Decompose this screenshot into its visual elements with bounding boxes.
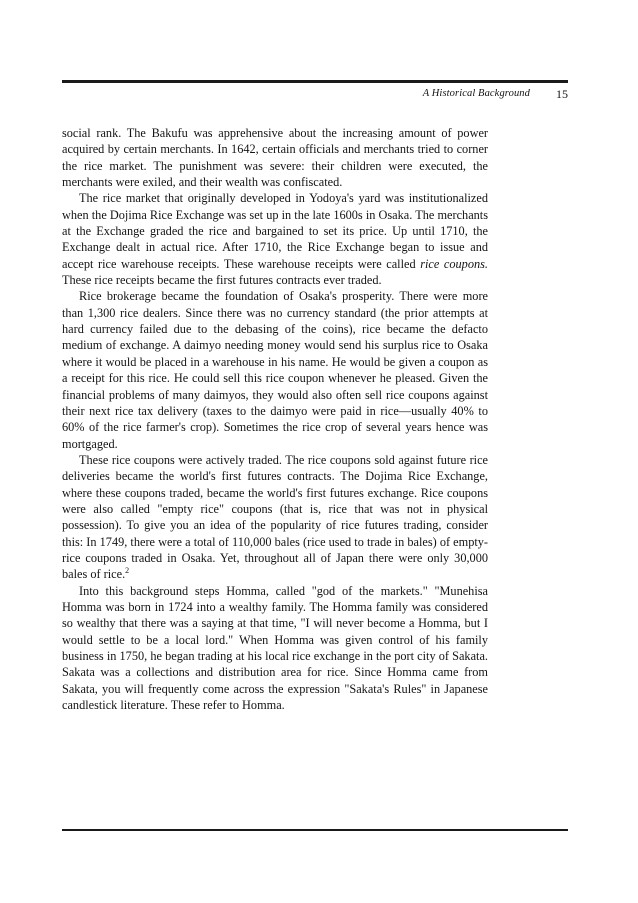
- footnote-marker[interactable]: 2: [125, 566, 130, 576]
- page-number: 15: [556, 87, 568, 101]
- header-rule: [62, 80, 568, 83]
- body-text: [62, 125, 488, 713]
- paragraph-text: These rice receipts became the first futures contracts ever traded.: [62, 273, 382, 288]
- paragraph: Into this background steps Homma, called "god of the markets." "Munehisa Homma was born in 1724 into a wealthy family. The Homma family was considered so wealthy that there was a saying at that time, "I will never become a Homma, but I would settle to be a local lord." When Homma was given control of his family business in 1750, he began trading at his local rice exchange in the port city of Sakata. Sakata was a collections and distribution area for rice. Since Homma came from Sakata, you will frequently come across the expression "Sakata's Rules" in Japanese candlestick literature. These refer to Homma.: [62, 583, 488, 713]
- paragraph: [62, 452, 488, 583]
- paragraph: Rice brokerage became the foundation of Osaka's prosperity. There were more than 1,300 rice dealers. Since there was no currency standard (the prior attempts at hard currency failed due to the debasing of the coins), rice became the defacto medium of exchange. A daimyo needing money would send his surplus rice to Osaka where it would be placed in a warehouse in his name. He would be given a coupon as a receipt for this rice. He could sell this rice coupon whenever he pleased. Given the financial problems of many daimyos, they would also often sell rice coupons against their next rice tax delivery (taxes to the daimyo were paid in rice—usually 40% to 60% of the rice farmer's crop). Sometimes the rice crop of several years hence was mortgaged.: [62, 289, 488, 451]
- footer-rule: [62, 829, 568, 831]
- paragraph-text: These rice coupons were actively traded. The rice coupons sold against future rice deliveries became the world's first futures contracts. The Dojima Rice Exchange, where these coupons traded, became the world's first futures exchange. Rice coupons were also called "empty rice" coupons (that is, rice that was not in physical possession). To give you an idea of the popularity of rice futures trading, consider this: In 1749, there were a total of 110,000 bales (rice used to trade in bales) of empty-rice coupons traded in Osaka. Yet, throughout all of Japan there were only 30,000 bales of rice.: [62, 452, 488, 582]
- paragraph-text: The rice market that originally developed in Yodoya's yard was institutionalized when the Dojima Rice Exchange was set up in the late 1600s in Osaka. The merchants at the Exchange graded the rice and bargained to set its price. Up until 1710, the Exchange dealt in actual rice. After 1710, the Rice Exchange began to issue and accept rice warehouse receipts. These warehouse receipts were called: [62, 191, 488, 271]
- running-head-title: A Historical Background: [422, 88, 530, 99]
- paragraph: social rank. The Bakufu was apprehensive about the increasing amount of power acquired by certain merchants. In 1642, certain officials and merchants tried to corner the rice market. The punishment was severe: their children were executed, the merchants were exiled, and their wealth was confiscated.: [62, 126, 488, 190]
- paragraph: [62, 190, 488, 288]
- emphasis-term: rice coupons.: [420, 256, 488, 271]
